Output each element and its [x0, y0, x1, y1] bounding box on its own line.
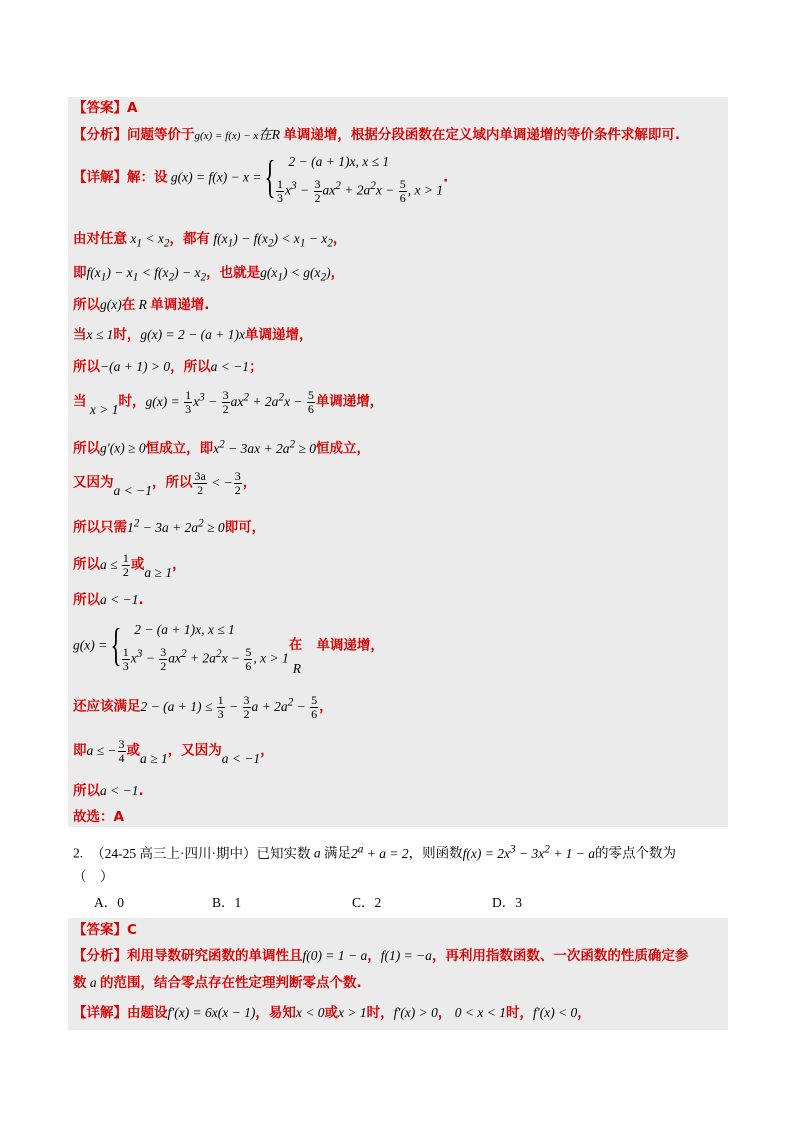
q1-line7: 所以g′(x) ≥ 0恒成立，即$x^2 - 3ax + 2a^2 \ge 0$恒成立，	[73, 438, 370, 457]
q1-detail: 【详解】解：设 g(x) = f(x) − x = { 2 − (a + 1)x, x ≤ 1 $\frac{1}{3}$ $x^3$ − $\frac{3}{2}$ $ax^2 + 2a^2x$ − $\frac{5}{6}$ , x > 1 .	[73, 151, 449, 205]
option-b: B．1	[212, 895, 242, 910]
q2-answer: 【答案】C	[73, 922, 137, 938]
q1-line9: 所以只需$1^2 - 3a + 2a^2 \ge 0$即可，	[73, 517, 266, 536]
q2-detail: 【详解】由题设f′(x) = 6x(x − 1)，易知x < 0或x > 1时，f′(x) > 0， 0 < x < 1时，f′(x) < 0，	[73, 1005, 591, 1021]
option-d: D．3	[492, 895, 522, 910]
q1-line6: 当 x > 1时，g(x) = $\frac{1}{3}$ $x^3$ − $\frac{3}{2}$ $ax^2 + 2a^2x$ − $\frac{5}{6}$ 单调递增，	[73, 387, 384, 417]
q1-line8: 又因为a < −1，所以 $\frac{3a}{2}$ < − $\frac{3}{2}$ ，	[73, 469, 257, 498]
q1-choose: 故选：A	[73, 809, 124, 825]
q1-answer: 【答案】A	[73, 100, 138, 116]
q2-blank: （ ）	[73, 869, 114, 884]
q2-options	[94, 894, 734, 912]
q1-line13: 还应该满足2 − (a + 1) ≤ $\frac{1}{3}$ − $\frac{3}{2}$ $a + 2a^2$ − $\frac{5}{6}$ ，	[73, 692, 333, 721]
option-a: A．0	[94, 895, 124, 910]
q1-line3: 所以g(x)在 R 单调递增.	[73, 297, 210, 313]
q1-line5: 所以−(a + 1) > 0，所以a < −1；	[73, 359, 263, 375]
q1-line10: 所以a ≤ $\frac{1}{2}$ 或a ≥ 1，	[73, 551, 186, 580]
q1-analysis: 【分析】问题等价于g(x) = f(x) − x在R 单调递增，根据分段函数在定义域内单调递增的等价条件求解即可.	[73, 127, 680, 143]
q1-line2: 即$f(x_1) - x_1 < f(x_2) - x_2$，也就是$g(x_1) < g(x_2)$，	[73, 265, 345, 284]
q2-analysis-2: 数 a 的范围，结合零点存在性定理判断零点个数.	[73, 975, 362, 991]
q1-line4: 当x ≤ 1时，g(x) = 2 − (a + 1)x单调递增，	[73, 327, 313, 343]
q1-line12: g(x) = { 2 − (a + 1)x, x ≤ 1 $\frac{1}{3}$ $x^3$ − $\frac{3}{2}$ $ax^2 + 2a^2x$ − $\frac{5}{6}$ , x > 1 在 R 单调递增，	[73, 619, 384, 677]
q1-line14: 即a ≤ − $\frac{3}{4}$ 或a ≥ 1，又因为a < −1，	[73, 737, 274, 766]
q1-line11: 所以a < −1.	[73, 592, 144, 608]
q2-question: 2. （24-25 高三上·四川·期中）已知实数 a 满足$2^a + a = 2$，则函数$f(x) = 2x^3 - 3x^2 + 1 - a$的零点个数为	[73, 843, 677, 861]
q1-line15: 所以a < −1.	[73, 783, 144, 799]
q1-line1: 由对任意 $x_1 < x_2$，都有 $f(x_1) - f(x_2) < x_1 - x_2$，	[73, 231, 347, 250]
q2-analysis: 【分析】利用导数研究函数的单调性且f(0) = 1 − a，f(1) = −a，再利用指数函数、一次函数的性质确定参	[73, 948, 689, 964]
option-c: C．2	[352, 895, 382, 910]
